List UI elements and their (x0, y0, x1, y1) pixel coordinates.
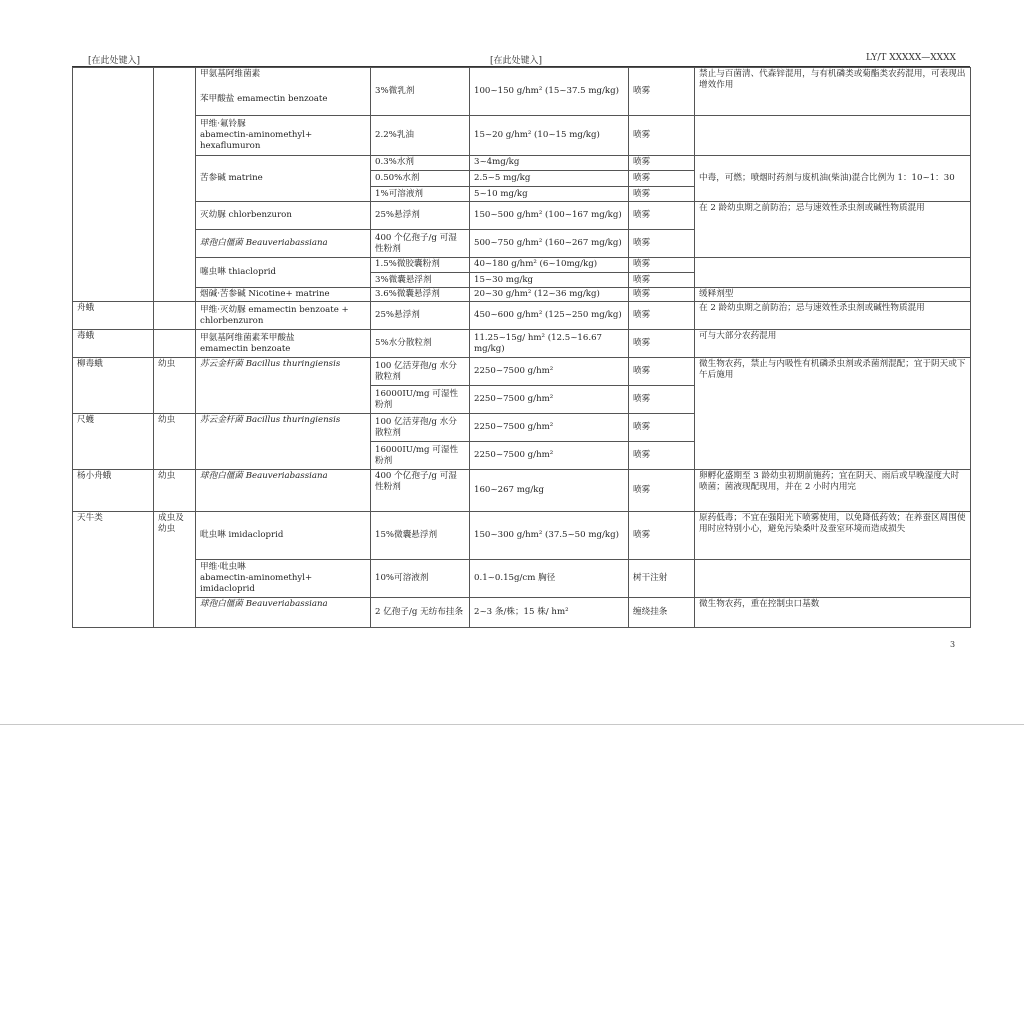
formulation-cell: 25%悬浮剂 (371, 302, 470, 330)
page-boundary (0, 724, 1024, 725)
pesticide-name: chlorbenzuron (200, 315, 264, 326)
formulation-line: 1%可溶液剂 (375, 189, 424, 199)
method-cell: 喷雾 (629, 288, 695, 302)
pesticide-name: 苏云金杆菌 Bacillus thuringiensis (200, 415, 341, 425)
method-line: 喷雾 (633, 173, 651, 183)
dosage-cell (470, 258, 629, 288)
pesticide-cell (196, 358, 371, 414)
table-row (73, 358, 971, 386)
formulation-line: 0.3%水剂 (375, 157, 415, 167)
dosage-cell: 0.1~0.15g/cm 胸径 (470, 560, 629, 598)
formulation-cell: 10%可溶液剂 (371, 560, 470, 598)
pesticide-name: 苏云金杆菌 Bacillus thuringiensis (200, 359, 341, 369)
method-cell (629, 258, 695, 288)
table-row (73, 330, 971, 358)
pesticide-table (72, 67, 971, 628)
pest-cell: 尺蠖 (73, 414, 154, 470)
sub-divider (371, 272, 469, 273)
notes-cell: 微生物农药，禁止与内吸性有机磷杀虫剂或杀菌剂混配；宜于阴天或下午后施用 (695, 358, 971, 470)
pesticide-cell (196, 230, 371, 258)
header-left-placeholder[interactable]: [在此处键入] (88, 56, 141, 66)
table-row (73, 288, 971, 302)
dosage-cell: 450~600 g/hm² (125~250 mg/kg) (470, 302, 629, 330)
table-row (73, 156, 971, 202)
dosage-cell: 20~30 g/hm² (12~36 mg/kg) (470, 288, 629, 302)
notes-cell (695, 258, 971, 288)
pesticide-name: 球孢白僵菌 Beauveriabassiana (200, 471, 328, 481)
table-row (73, 258, 971, 288)
formulation-line: 1.5%微胶囊粉剂 (375, 259, 440, 269)
dosage-line: 40~180 g/hm² (6~10mg/kg) (474, 259, 598, 269)
formulation-cell (371, 258, 470, 288)
formulation-cell: 25%悬浮剂 (371, 202, 470, 230)
stage-cell: 幼虫 (154, 358, 196, 414)
method-cell: 树干注射 (629, 560, 695, 598)
pesticide-name: 甲维·灭幼脲 emamectin benzoate + (200, 304, 349, 315)
dosage-cell: 150~300 g/hm² (37.5~50 mg/kg) (470, 512, 629, 560)
stage-cell: 幼虫 (154, 414, 196, 470)
pesticide-cell: 吡虫啉 imidacloprid (196, 512, 371, 560)
table-row (73, 116, 971, 156)
formulation-cell: 16000IU/mg 可湿性粉剂 (371, 386, 470, 414)
table-row (73, 470, 971, 512)
formulation-cell: 2.2%乳油 (371, 116, 470, 156)
dosage-cell: 100~150 g/hm² (15~37.5 mg/kg) (470, 68, 629, 116)
formulation-line: 3%微囊悬浮剂 (375, 275, 432, 285)
pesticide-name: abamectin-aminomethyl+ (200, 573, 313, 583)
pesticide-name: imidacloprid (200, 584, 255, 594)
method-cell: 喷雾 (629, 302, 695, 330)
pesticide-cell (196, 470, 371, 512)
sub-divider (470, 170, 628, 171)
stage-cell (154, 68, 196, 302)
dosage-cell: 2250~7500 g/hm² (470, 386, 629, 414)
pesticide-name: abamectin-aminomethyl+ (200, 130, 313, 140)
method-cell: 喷雾 (629, 330, 695, 358)
method-cell: 喷雾 (629, 470, 695, 512)
notes-cell: 在 2 龄幼虫期之前防治；忌与速效性杀虫剂或碱性物质混用 (695, 302, 971, 330)
formulation-cell: 5%水分散粒剂 (371, 330, 470, 358)
formulation-cell: 400 个亿孢子/g 可湿性粉剂 (371, 230, 470, 258)
sub-divider (629, 170, 694, 171)
pesticide-name: 甲氨基阿维菌素 (200, 69, 261, 79)
pesticide-name: 球孢白僵菌 Beauveriabassiana (200, 238, 328, 248)
method-cell: 喷雾 (629, 414, 695, 442)
method-cell: 喷雾 (629, 358, 695, 386)
method-line: 喷雾 (633, 275, 651, 285)
sub-divider (371, 186, 469, 187)
pest-cell (73, 68, 154, 302)
table-row (73, 560, 971, 598)
pesticide-cell: 灭幼脲 chlorbenzuron (196, 202, 371, 230)
pest-cell: 舟蛾 (73, 302, 154, 330)
notes-cell: 原药低毒；不宜在强阳光下喷雾使用，以免降低药效；在养蚕区周围使用时应特别小心，避免污染桑叶及蚕室环境而造成损失 (695, 512, 971, 560)
pesticide-name: emamectin benzoate (200, 343, 291, 354)
pesticide-cell (196, 330, 371, 358)
method-cell (629, 156, 695, 202)
pesticide-cell: 苦参碱 matrine (196, 156, 371, 202)
method-line: 喷雾 (633, 157, 651, 167)
method-cell: 喷雾 (629, 386, 695, 414)
dosage-line: 2.5~5 mg/kg (474, 173, 531, 183)
sub-divider (371, 170, 469, 171)
stage-cell (154, 302, 196, 330)
table-row (73, 202, 971, 230)
method-cell: 喷雾 (629, 68, 695, 116)
pesticide-name: 甲维·吡虫啉 (200, 562, 246, 572)
pesticide-name: 甲维·氟铃脲 (200, 119, 246, 129)
pesticide-cell (196, 68, 371, 116)
notes-cell: 微生物农药，重在控制虫口基数 (695, 598, 971, 628)
sub-divider (470, 186, 628, 187)
sub-divider (629, 272, 694, 273)
formulation-cell: 16000IU/mg 可湿性粉剂 (371, 442, 470, 470)
notes-cell (695, 116, 971, 156)
notes-cell: 缓释剂型 (695, 288, 971, 302)
pesticide-name: 苯甲酸盐 emamectin benzoate (200, 94, 328, 104)
method-cell: 喷雾 (629, 116, 695, 156)
pesticide-name: 球孢白僵菌 Beauveriabassiana (200, 599, 328, 609)
table-row (73, 68, 971, 116)
pest-cell: 杨小舟蛾 (73, 470, 154, 512)
formulation-cell: 2 亿孢子/g 无纺布挂条 (371, 598, 470, 628)
formulation-cell: 15%微囊悬浮剂 (371, 512, 470, 560)
dosage-cell: 2~3 条/株；15 株/ hm² (470, 598, 629, 628)
formulation-cell: 400 个亿孢子/g 可湿性粉剂 (371, 470, 470, 512)
formulation-cell: 100 亿活芽孢/g 水分散粒剂 (371, 358, 470, 386)
dosage-line: 5~10 mg/kg (474, 189, 528, 199)
sub-divider (629, 186, 694, 187)
method-cell: 喷雾 (629, 512, 695, 560)
method-line: 喷雾 (633, 189, 651, 199)
notes-cell: 在 2 龄幼虫期之前防治；忌与速效性杀虫剂或碱性物质混用 (695, 202, 971, 258)
notes-cell: 中毒，可燃；喷烟时药剂与废机油(柴油)混合比例为 1：10~1：30 (695, 156, 971, 202)
method-cell: 缠绕挂条 (629, 598, 695, 628)
method-cell: 喷雾 (629, 230, 695, 258)
dosage-cell: 150~500 g/hm² (100~167 mg/kg) (470, 202, 629, 230)
pest-cell: 柳毒蛾 (73, 358, 154, 414)
pesticide-cell (196, 116, 371, 156)
table-row (73, 512, 971, 560)
pest-cell: 毒蛾 (73, 330, 154, 358)
method-cell: 喷雾 (629, 442, 695, 470)
dosage-cell: 160~267 mg/kg (470, 470, 629, 512)
stage-cell (154, 330, 196, 358)
stage-cell: 成虫及幼虫 (154, 512, 196, 628)
header-center-placeholder[interactable]: [在此处键入] (490, 56, 543, 66)
pesticide-cell: 烟碱·苦参碱 Nicotine+ matrine (196, 288, 371, 302)
dosage-cell: 500~750 g/hm² (160~267 mg/kg) (470, 230, 629, 258)
table-row (73, 598, 971, 628)
pesticide-cell (196, 598, 371, 628)
stage-cell: 幼虫 (154, 470, 196, 512)
dosage-cell: 2250~7500 g/hm² (470, 414, 629, 442)
notes-cell: 禁止与百菌清、代森锌混用，与有机磷类或菊酯类农药混用，可表现出增效作用 (695, 68, 971, 116)
dosage-cell (470, 156, 629, 202)
page-number: 3 (950, 640, 956, 649)
pesticide-cell: 噻虫啉 thiacloprid (196, 258, 371, 288)
pesticide-cell (196, 560, 371, 598)
pesticide-name: 甲氨基阿维菌素苯甲酸盐 (200, 332, 295, 343)
method-line: 喷雾 (633, 259, 651, 269)
pesticide-name: hexaflumuron (200, 141, 261, 151)
notes-cell: 可与大部分农药混用 (695, 330, 971, 358)
formulation-cell: 100 亿活芽孢/g 水分散粒剂 (371, 414, 470, 442)
formulation-cell (371, 156, 470, 202)
dosage-cell: 2250~7500 g/hm² (470, 358, 629, 386)
dosage-cell: 11.25~15g/ hm² (12.5~16.67 mg/kg) (470, 330, 629, 358)
formulation-cell: 3%微乳剂 (371, 68, 470, 116)
pesticide-cell (196, 302, 371, 330)
notes-cell: 卵孵化盛期至 3 龄幼虫初期前施药；宜在阴天、雨后或早晚湿度大时喷菌；菌液现配现用，并在 2 小时内用完 (695, 470, 971, 512)
table-row (73, 302, 971, 330)
dosage-cell: 15~20 g/hm² (10~15 mg/kg) (470, 116, 629, 156)
pesticide-cell (196, 414, 371, 470)
header-standard-number: LY/T XXXXX—XXXX (866, 53, 956, 63)
pest-cell: 天牛类 (73, 512, 154, 628)
notes-cell (695, 560, 971, 598)
sub-divider (470, 272, 628, 273)
formulation-cell: 3.6%微囊悬浮剂 (371, 288, 470, 302)
dosage-line: 15~30 mg/kg (474, 275, 534, 285)
dosage-line: 3~4mg/kg (474, 157, 520, 167)
dosage-cell: 2250~7500 g/hm² (470, 442, 629, 470)
method-cell: 喷雾 (629, 202, 695, 230)
formulation-line: 0.50%水剂 (375, 173, 420, 183)
